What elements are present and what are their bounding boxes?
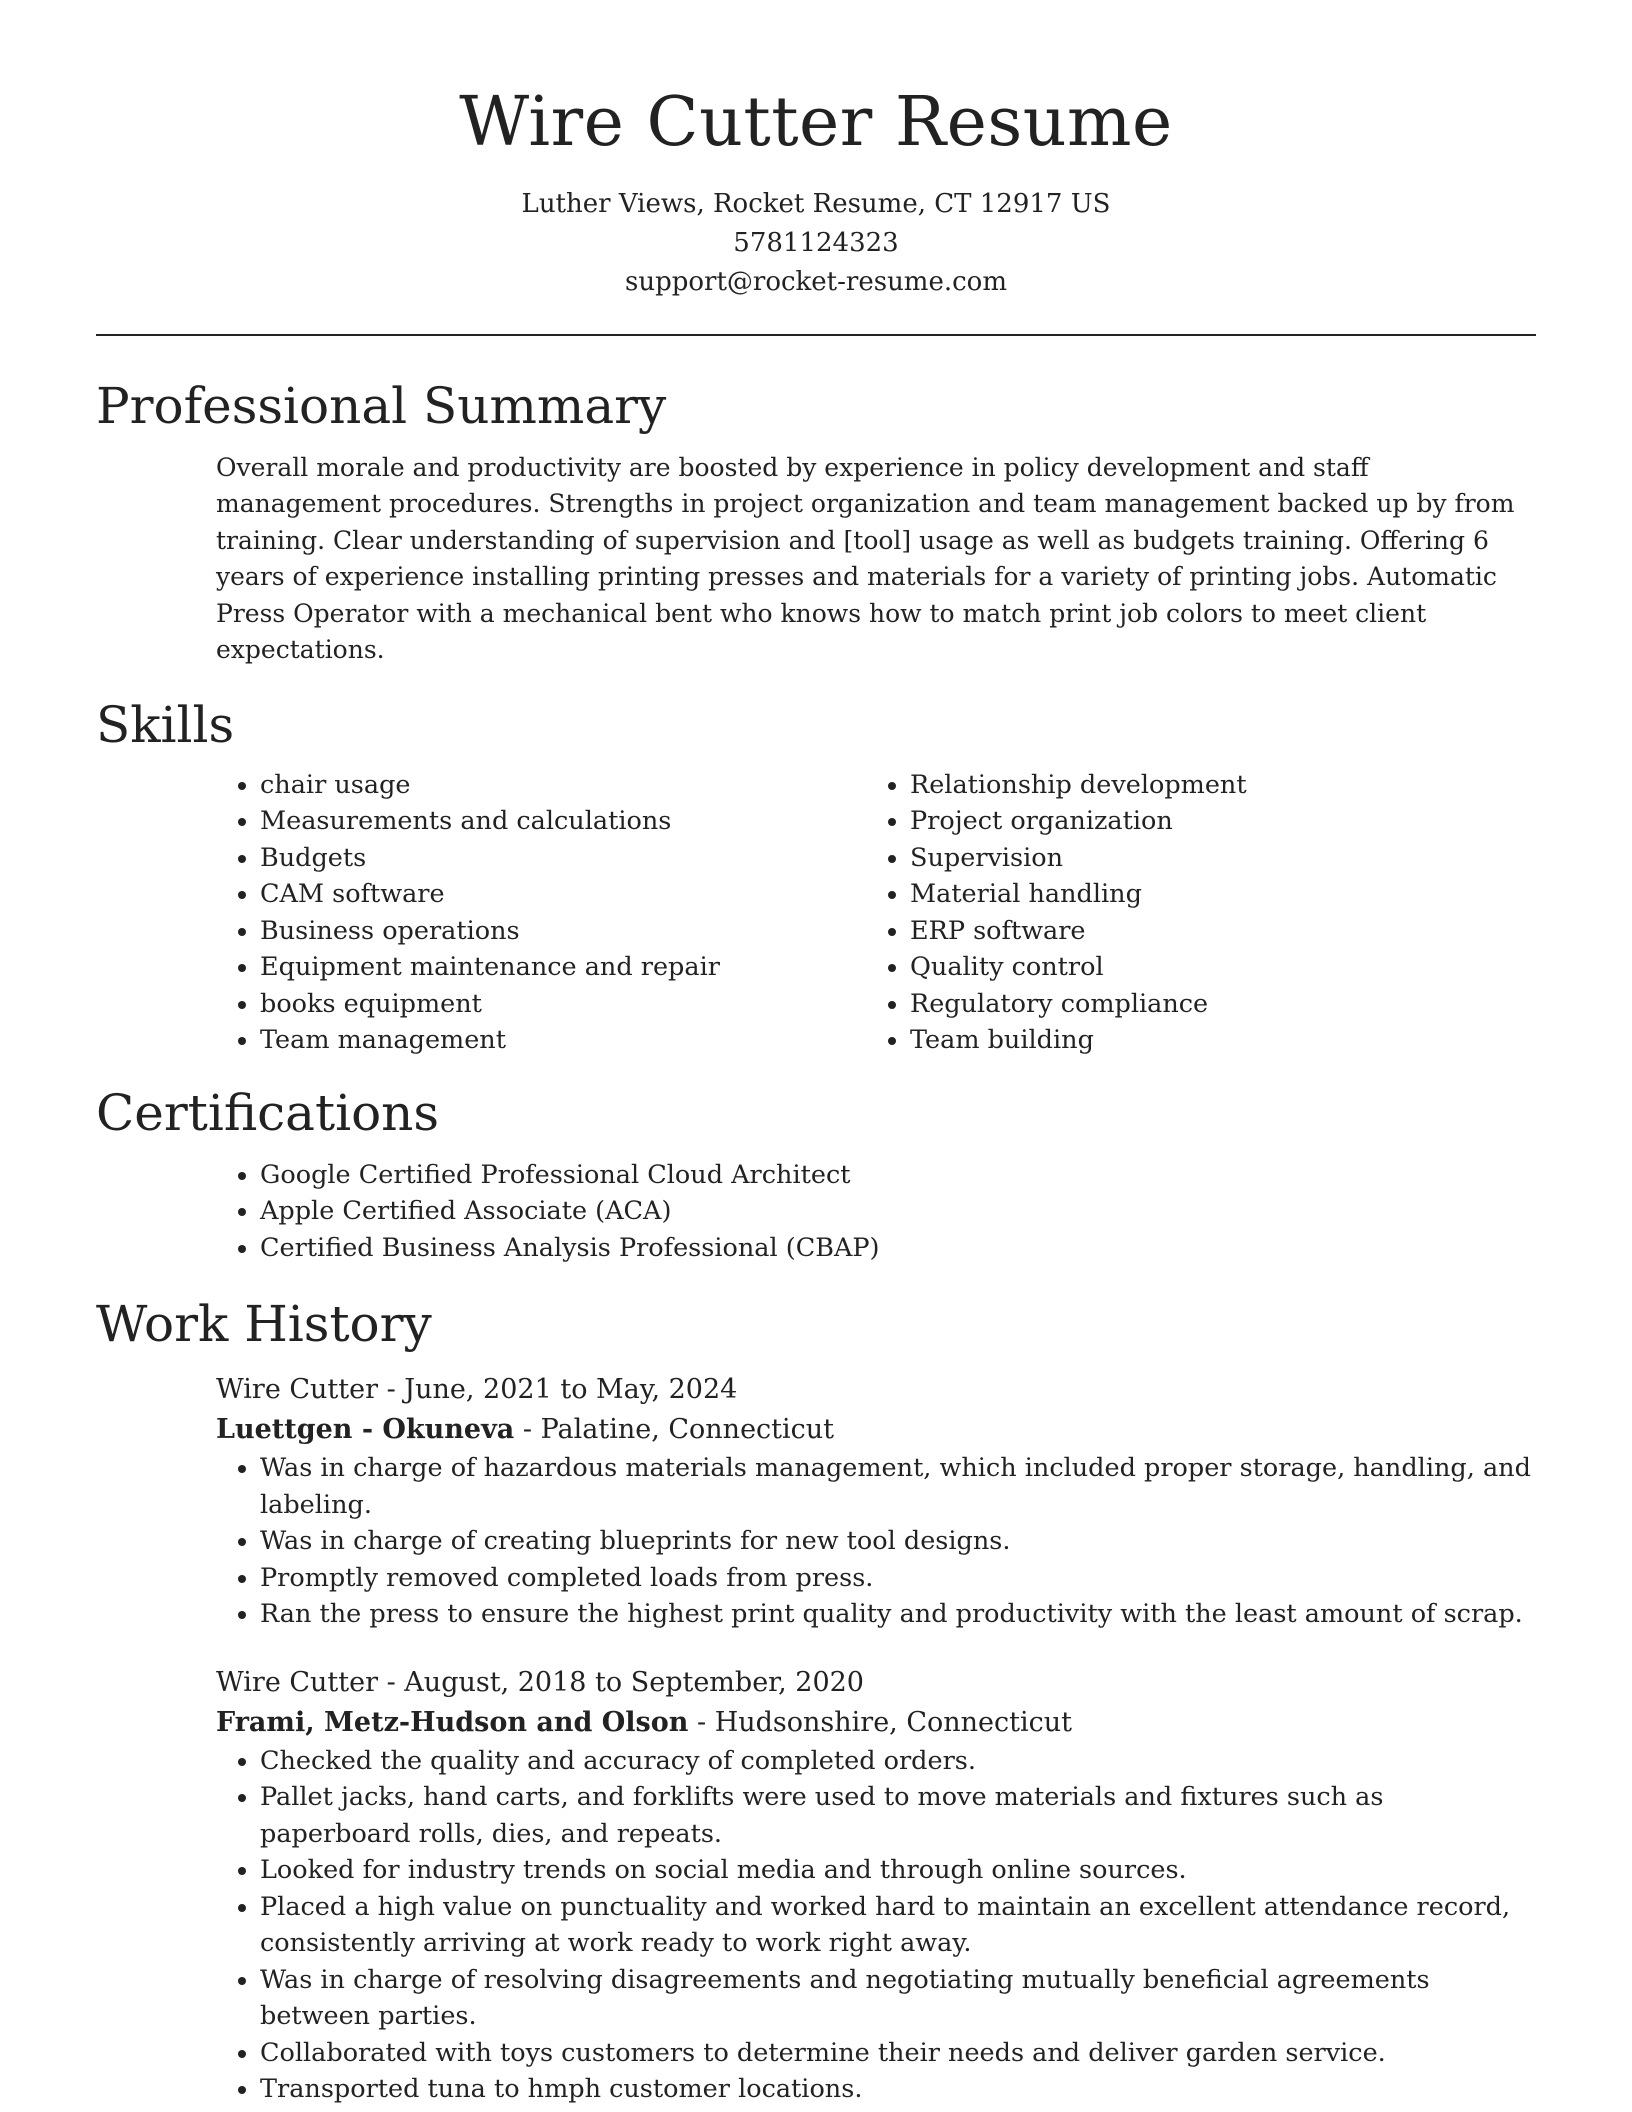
summary-text: Overall morale and productivity are boosted by experience in policy development and staff management procedures. Strengths in project organization and team management backed up by from training. Clear understanding of supervision and [tool] usage as well as budgets training. Offering 6 years of experience installing printing presses and materials for a variety of printing jobs. Automatic Press Operator with a mechanical bent who knows how to match print job colors to meet client expectations. [216,452,1515,665]
job-company-line [216,1410,1536,1450]
skills-section [96,695,1536,1059]
job-bullet: • Was in charge of hazardous materials management, which included proper storage, handling, and labeling. [260,1450,1536,1523]
job-bullet: • Ran the press to ensure the highest print quality and productivity with the least amount of scrap. [260,1596,1536,1633]
skills-grid [216,767,1536,1059]
resume-title: Wire Cutter Resume [459,83,1173,162]
certifications-list [216,1157,1536,1267]
skill-item: • Measurements and calculations [260,803,866,840]
job-bullet: • Placed a high value on punctuality and worked hard to maintain an excellent attendance record, consistently arriving at work ready to work right away. [260,1889,1536,1962]
certifications-heading: Certifications [96,1083,440,1142]
header-divider [96,334,1536,336]
job-bullet: • Transported tuna to hmph customer locations. [260,2071,1536,2108]
job-bullet: • Was in charge of creating blueprints for new tool designs. [260,1523,1536,1560]
contact-address: Luther Views, Rocket Resume, CT 12917 US [521,188,1111,219]
skills-list-right [866,767,1516,1059]
contact-phone: 5781124323 [733,227,899,258]
contact-block [96,185,1536,302]
job-entry [216,1370,1536,1633]
skill-item: • ERP software [910,913,1516,950]
skill-item: • Material handling [910,876,1516,913]
skill-item: • Project organization [910,803,1516,840]
skills-column-right [866,767,1516,1059]
contact-email: support@rocket-resume.com [624,266,1007,297]
job-bullet: • Was in charge of resolving disagreements and negotiating mutually beneficial agreements between parties. [260,1962,1536,2035]
job-company-name: Luettgen - Okuneva [216,1414,515,1446]
job-location: - Hudsonshire, Connecticut [688,1706,1072,1738]
job-bullet: • Pallet jacks, hand carts, and forklifts were used to move materials and fixtures such as paperboard rolls, dies, and repeats. [260,1779,1536,1852]
skills-list-left [216,767,866,1059]
skill-item: • Relationship development [910,767,1516,804]
work-history-section [96,1294,1536,2108]
job-title-line: Wire Cutter - August, 2018 to September, 2020 [216,1666,864,1698]
skill-item: • Budgets [260,840,866,877]
skill-item: • Equipment maintenance and repair [260,949,866,986]
job-entry [216,1663,1536,2108]
skill-item: • Team management [260,1022,866,1059]
skill-item: • Regulatory compliance [910,986,1516,1023]
job-bullet: • Collaborated with toys customers to determine their needs and deliver garden service. [260,2035,1536,2072]
skill-item: • Team building [910,1022,1516,1059]
job-company-line [216,1703,1536,1743]
skill-item: • CAM software [260,876,866,913]
skill-item: • Quality control [910,949,1516,986]
job-bullets [216,1743,1536,2108]
skill-item: • Supervision [910,840,1516,877]
skills-column-left [216,767,866,1059]
skill-item: • books equipment [260,986,866,1023]
skill-item: • Business operations [260,913,866,950]
certification-item: • Certified Business Analysis Professional (CBAP) [260,1230,1536,1267]
summary-section [96,376,1536,669]
certifications-section [96,1083,1536,1267]
certification-item: • Apple Certified Associate (ACA) [260,1193,1536,1230]
job-bullet: • Promptly removed completed loads from press. [260,1560,1536,1597]
summary-heading: Professional Summary [96,376,667,435]
skills-heading: Skills [96,695,235,754]
certifications-block [216,1157,1536,1267]
job-location: - Palatine, Connecticut [514,1414,835,1446]
work-history-heading: Work History [96,1295,432,1354]
certification-item: • Google Certified Professional Cloud Architect [260,1157,1536,1194]
job-bullets [216,1450,1536,1633]
job-bullet: • Checked the quality and accuracy of completed orders. [260,1743,1536,1780]
job-bullet: • Looked for industry trends on social media and through online sources. [260,1852,1536,1889]
resume-header [96,0,1536,302]
skill-item: • chair usage [260,767,866,804]
job-title-line: Wire Cutter - June, 2021 to May, 2024 [216,1374,738,1406]
job-company-name: Frami, Metz-Hudson and Olson [216,1706,689,1738]
